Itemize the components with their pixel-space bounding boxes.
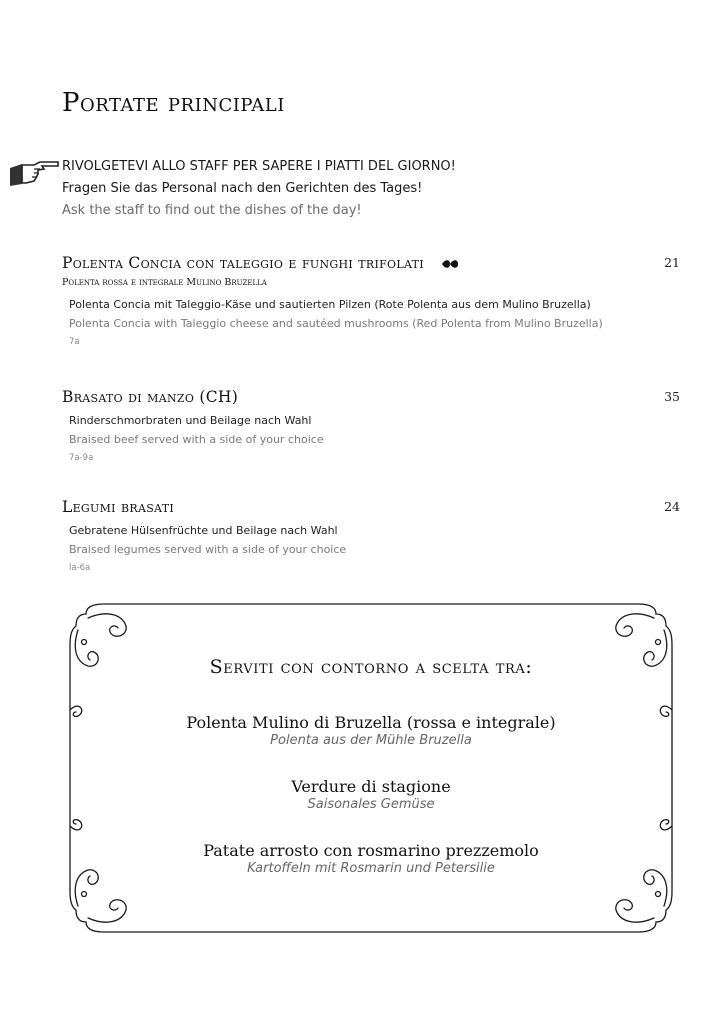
dish-price: 21 [664, 255, 680, 270]
side-option-it: Patate arrosto con rosmarino prezzemolo [203, 841, 539, 860]
dish-description-de: Rinderschmorbraten und Beilage nach Wahl [69, 414, 312, 427]
dish-subtitle: Polenta rossa e integrale Mulino Bruzella [62, 277, 267, 288]
side-option-it: Verdure di stagione [291, 777, 451, 796]
dish-price: 24 [664, 499, 680, 514]
dish-description-de: Gebratene Hülsenfrüchte und Beilage nach Wahl [69, 524, 338, 537]
dish-description-en: Braised beef served with a side of your choice [69, 433, 324, 446]
dish-allergens: 7a [69, 337, 80, 347]
dish-description-de: Polenta Concia mit Taleggio-Käse und sautierten Pilzen (Rote Polenta aus dem Mulino Bruzella) [69, 298, 591, 311]
pointing-hand-icon [8, 156, 60, 190]
side-option [66, 713, 676, 748]
dish-item [62, 253, 680, 347]
dish-name: Legumi brasati [62, 498, 174, 516]
dish-item [62, 497, 680, 573]
dish-description-en: Braised legumes served with a side of your choice [69, 543, 347, 556]
dish-allergens: la-6a [69, 563, 91, 573]
side-option-de: Saisonales Gemüse [307, 797, 435, 812]
page-title: Portate principali [62, 88, 285, 118]
dish-allergens: 7a-9a [69, 453, 94, 463]
side-option [66, 777, 676, 812]
dish-item [62, 387, 680, 463]
dish-name: Brasato di manzo (CH) [62, 388, 239, 406]
notice-it: RIVOLGETEVI ALLO STAFF PER SAPERE I PIATTI DEL GIORNO! [62, 159, 456, 174]
dish-description-en: Polenta Concia with Taleggio cheese and sautéed mushrooms (Red Polenta from Mulino Bruzella) [69, 317, 603, 330]
notice-en: Ask the staff to find out the dishes of the day! [62, 203, 362, 218]
ornamental-frame [66, 600, 676, 936]
daily-dishes-notice [62, 156, 456, 222]
dish-price: 35 [664, 389, 680, 404]
sides-heading: Serviti con contorno a scelta tra: [209, 656, 533, 678]
dish-name: Polenta Concia con taleggio e funghi trifolati [62, 254, 424, 272]
side-option-it: Polenta Mulino di Bruzella (rossa e integrale) [186, 713, 556, 732]
side-option [66, 841, 676, 876]
notice-de: Fragen Sie das Personal nach den Gerichten des Tages! [62, 181, 423, 196]
leaf-icon [441, 259, 459, 269]
side-option-de: Polenta aus der Mühle Bruzella [270, 733, 472, 748]
side-option-de: Kartoffeln mit Rosmarin und Petersilie [247, 861, 495, 876]
